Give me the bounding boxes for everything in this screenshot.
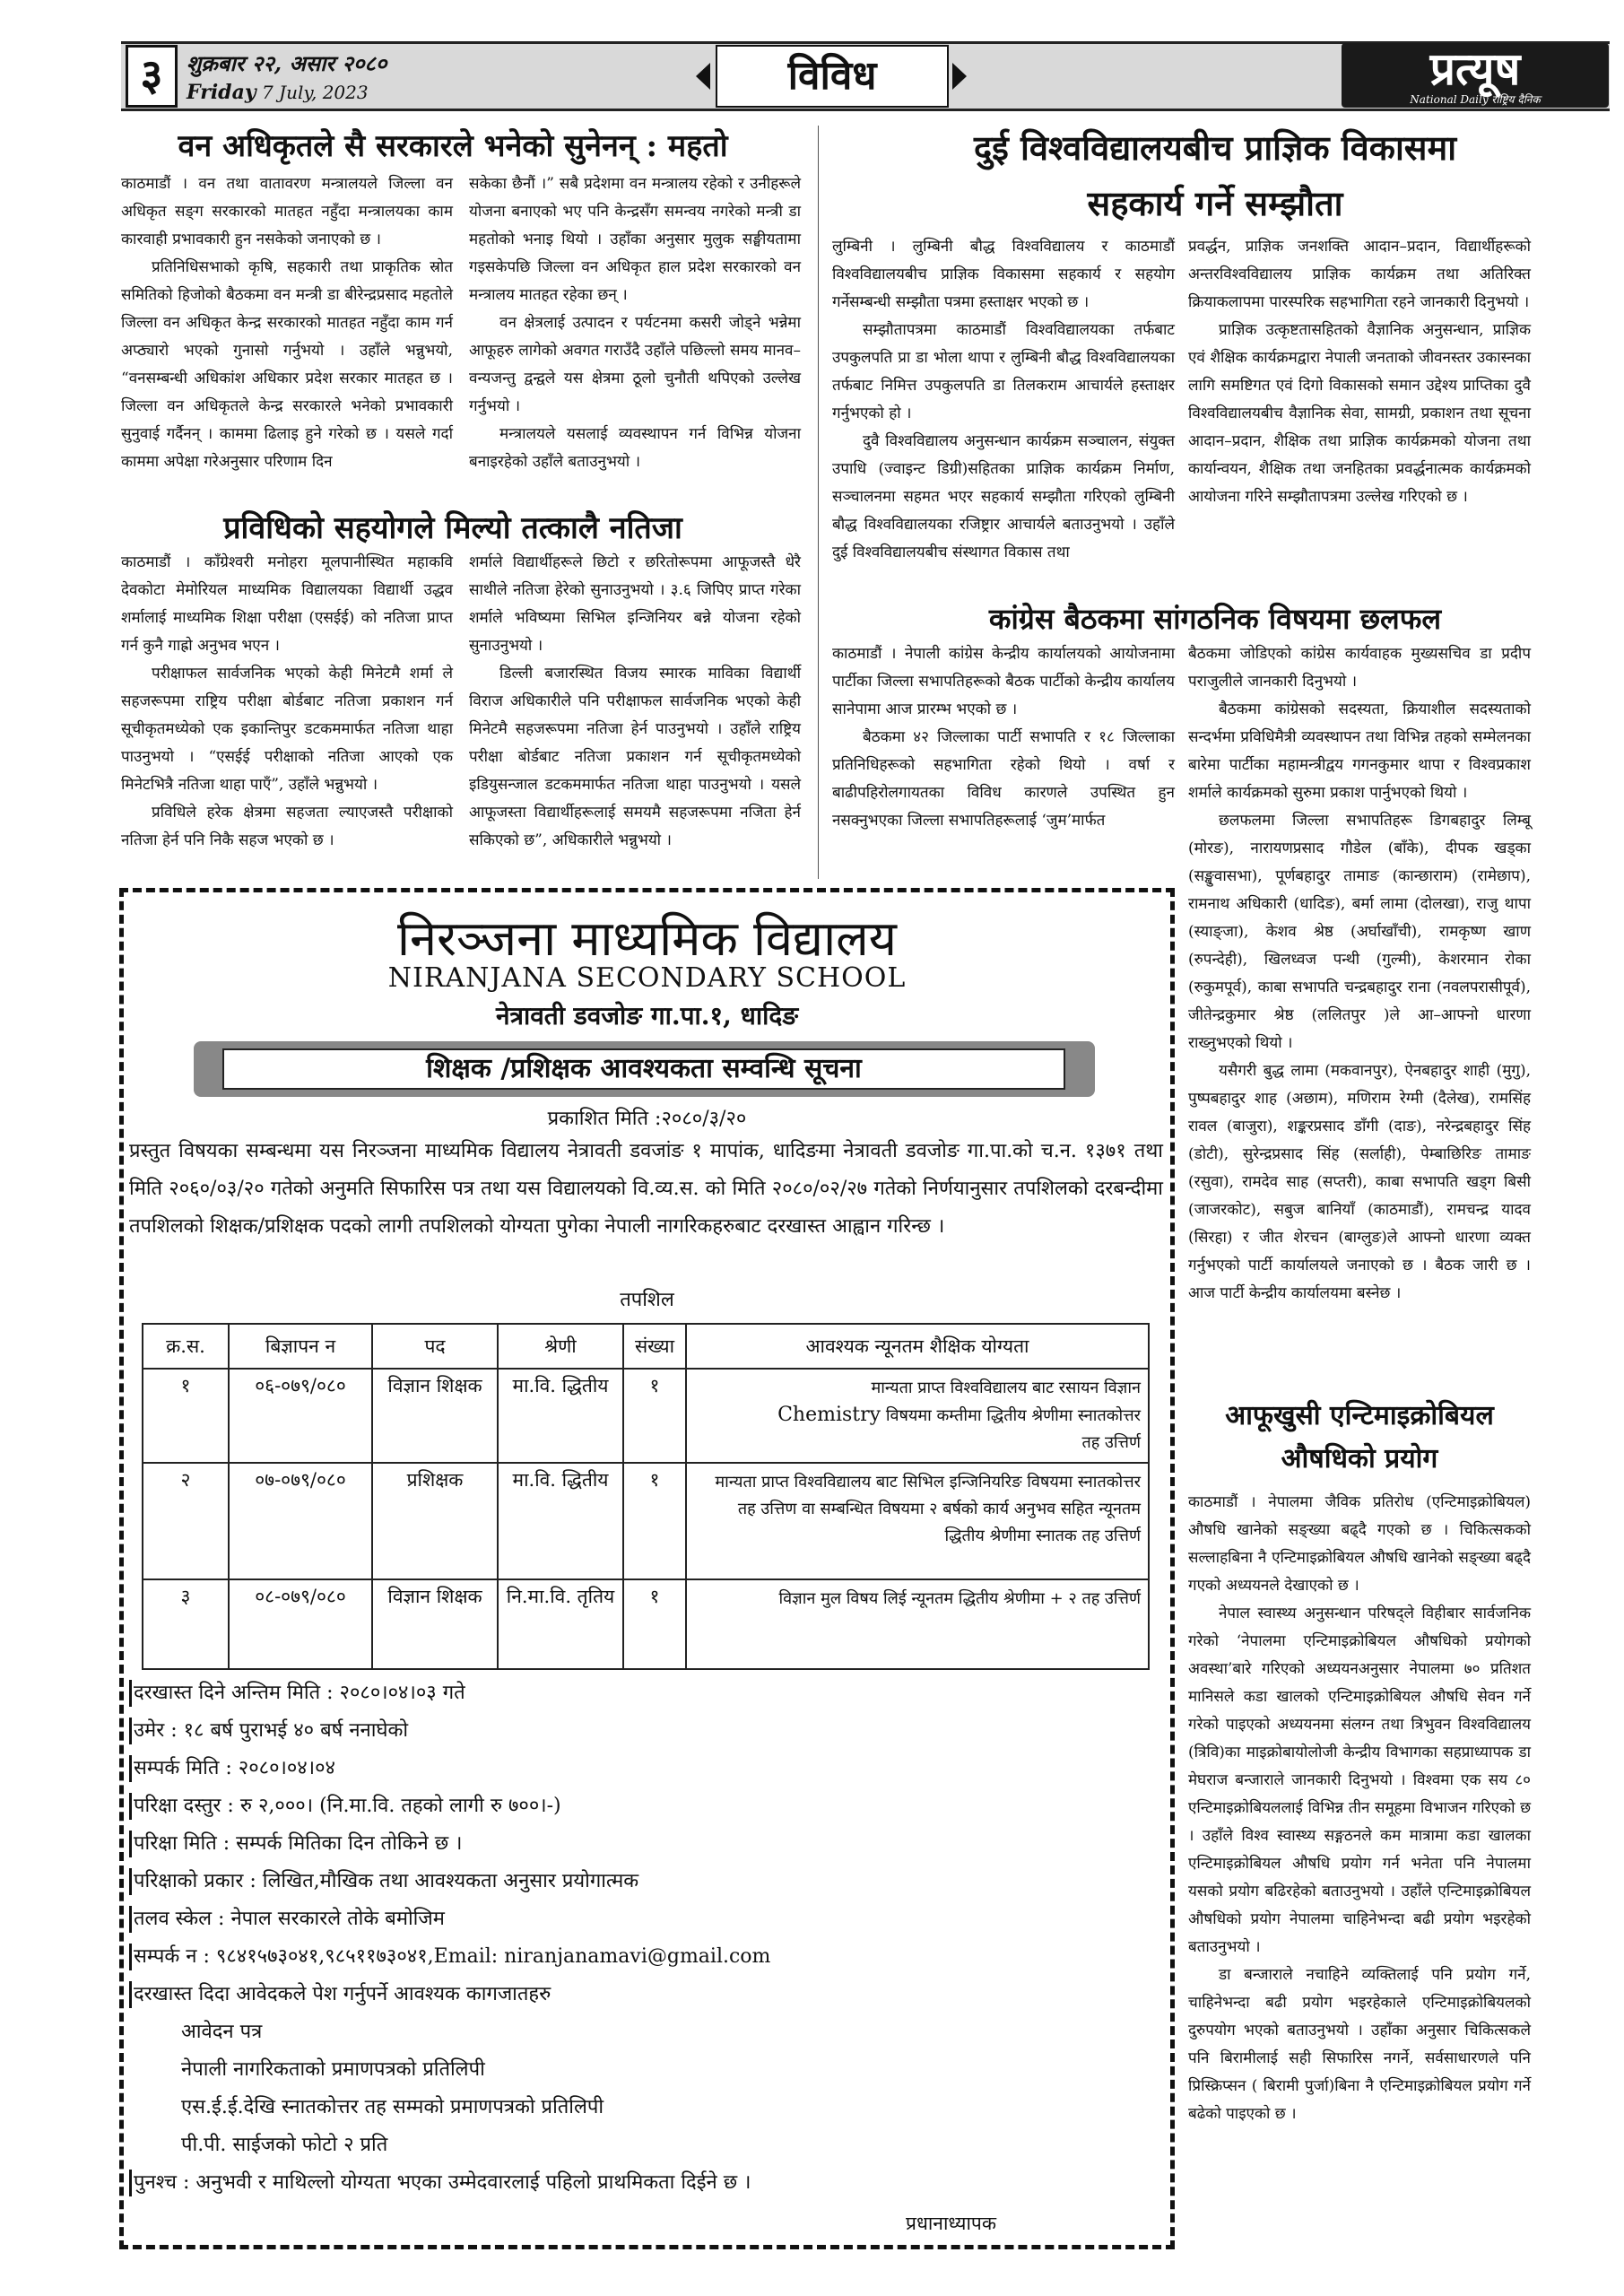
article4-para: बैठकमा ४२ जिल्लाका पार्टी सभापति र १८ जिल्लाका प्रतिनिधिहरूको सहभागिता रहेको थियो । वर्षा र बाढीपहिरोलगायतका विविध कारणले उपस्थित हुन नसक्नुभएका जिल्ला सभापतिहरूलाई ‘जुम’मार्फत xyxy=(832,728,1175,830)
article2-para: प्रविधिले हरेक क्षेत्रमा सहजता ल्याएजस्तै परीक्षाको नतिजा हेर्न पनि निकै सहज भएको छ । xyxy=(121,804,453,849)
article1-column2 xyxy=(469,170,801,476)
article2-para: शर्माले विद्यार्थीहरूले छिटो र छरितोरूपमा आफूजस्तै धेरै साथीले नतिजा हेरेको सुनाउनुभयो । ३.६ जिपिए प्राप्त गरेका शर्माले भविष्यमा सिभिल इन्जिनियर बन्ने योजना रहेको सुनाउनुभयो । xyxy=(469,553,801,655)
article5-column xyxy=(1188,1489,1531,2128)
qualification-subject: Chemistry xyxy=(777,1404,881,1426)
table-row xyxy=(143,1463,1149,1579)
bullet-bar-icon xyxy=(129,1680,132,1707)
article3-headline-line2: सहकार्य गर्ने सम्झौता xyxy=(1087,183,1343,223)
qualification-text: तह उत्तिर्ण xyxy=(1081,1433,1141,1452)
bullet-bar-icon xyxy=(129,1793,132,1820)
info-line: दरखास्त दिने अन्तिम मिति : २०८०।०४।०३ गते xyxy=(129,1674,1165,1712)
table-header: क्र.स. xyxy=(143,1324,229,1369)
date-english-value: 7 July, 2023 xyxy=(261,82,369,103)
school-name-english: NIRANJANA SECONDARY SCHOOL xyxy=(387,962,907,994)
article5-headline-line2: औषधिको प्रयोग xyxy=(1281,1443,1438,1474)
table-cell-level: नि.मा.वि. तृतिय xyxy=(498,1579,623,1669)
logo-tagline: National Daily राष्ट्रिय दैनिक xyxy=(1410,93,1541,106)
document-item: नेपाली नागरिकताको प्रमाणपत्रको प्रतिलिपी xyxy=(181,2058,485,2081)
newspaper-logo xyxy=(1342,43,1609,108)
table-header-row xyxy=(143,1324,1149,1369)
notice-title: शिक्षक /प्रशिक्षक आवश्यकता सम्वन्धि सूचना xyxy=(222,1048,1065,1090)
table-cell-qualification: विज्ञान मुल विषय लिई न्यूनतम द्धितीय श्रेणीमा + २ तह उत्तिर्ण xyxy=(686,1579,1149,1669)
footnote: पुनश्च : अनुभवी र माथिल्लो योग्यता भएका उम्मेदवारलाई पहिलो प्राथमिकता दिईने छ । xyxy=(134,2171,751,2194)
table-cell-post: विज्ञान शिक्षक xyxy=(372,1579,498,1669)
info-line: परिक्षाको प्रकार : लिखित,मौखिक तथा आवश्यकता अनुसार प्रयोगात्मक xyxy=(129,1863,1165,1900)
article5-headline-line1: आफूखुसी एन्टिमाइक्रोबियल xyxy=(1225,1400,1494,1431)
article4-para: बैठकमा कांग्रेसको सदस्यता, क्रियाशील सदस्यताको सन्दर्भमा प्रविधिमैत्री व्यवस्थापन तथा विभिन्न तहको सम्मेलनका बारेमा पार्टीका महामन्त्रीद्वय गगनकुमार थापा र विश्वप्रकाश शर्माले कार्यक्रमको सुरुमा प्रकाश पार्नुभएको थियो । xyxy=(1188,700,1531,802)
article2-para: परीक्षाफल सार्वजनिक भएको केही मिनेटमै शर्मा ले सहजरूपमा राष्ट्रिय परीक्षा बोर्डबाट नतिजा प्रकाशन गर्न सूचीकृतमध्येको एक इकान्तिपुर डटकममार्फत नतिजा थाहा पाउनुभयो । “एसईई परीक्षाको नतिजा आएको एक मिनेटभित्रै नतिजा थाहा पाएँ”, उहाँले भन्नुभयो । xyxy=(121,665,453,794)
article1-column1 xyxy=(121,170,453,476)
article2-para: डिल्ली बजारस्थित विजय स्मारक माविका विद्यार्थी विराज अधिकारीले पनि परीक्षाफल सार्वजनिक भएको केही मिनेटमै सहजरूपमा नतिजा हेर्न पाउनुभयो । उहाँले राष्ट्रिय परीक्षा बोर्डबाट नतिजा प्रकाशन गर्न सूचीकृतमध्येको इडियुसन्जाल डटकममार्फत नतिजा थाहा पाउनुभयो । यसले आफूजस्ता विद्यार्थीहरूलाई समयमै सहजरूपमा नजिता हेर्न सकिएको छ”, अधिकारीले भन्नुभयो । xyxy=(469,665,801,849)
article5-para: काठमाडौं । नेपालमा जैविक प्रतिरोध (एन्टिमाइक्रोबियल) औषधि खानेको सङ्ख्या बढ्दै गएको छ । चिकित्सकको सल्लाहबिना नै एन्टिमाइक्रोबियल औषधि खानेको सङ्ख्या बढ्दै गएको अध्ययनले देखाएको छ । xyxy=(1188,1493,1531,1595)
article3-headline-line1: दुई विश्वविद्यालयबीच प्राज्ञिक विकासमा xyxy=(973,127,1457,168)
article4-para: छलफलमा जिल्ला सभापतिहरू डिगबहादुर लिम्बू (मोरङ), नारायणप्रसाद गौडेल (बाँके), दीपक खड्का (सङ्खुवासभा), पूर्णबहादुर तामाङ (कान्छाराम) (रामेछाप), रामनाथ अधिकारी (धादिङ), बर्मा लामा (दोलखा), राजु थापा (स्याङ्जा), केशव श्रेष्ठ (अर्घाखाँची), रामकृष्ण खाण (रुपन्देही), खिलध्वज पन्थी (गुल्मी), केशरमान रोका (रुकुमपूर्व), काबा सभापति चन्द्रबहादुर राना (नवलपरासीपूर्व), जीतेन्द्रकुमार श्रेष्ठ (ललितपुर )ले आ–आफ्नो धारणा राख्नुभएको थियो । xyxy=(1188,812,1531,1052)
bullet-bar-icon xyxy=(129,1906,132,1933)
info-line: सम्पर्क मिति : २०८०।०४।०४ xyxy=(129,1750,1165,1787)
article4-column1 xyxy=(832,640,1175,835)
article1-para: प्रतिनिधिसभाको कृषि, सहकारी तथा प्राकृतिक स्रोत समितिको हिजोको बैठकमा वन मन्त्री डा बीरेन्द्रप्रसाद महतोले जिल्ला वन अधिकृत केन्द्र सरकारको मातहत नहुँदा काम गर्न अप्ठ्यारो भएको गुनासो गर्नुभयो । उहाँले भन्नुभयो, “वनसम्बन्धी अधिकांश अधिकार प्रदेश सरकार मातहत छ । जिल्ला वन अधिकृतले केन्द्र सरकारले भनेको प्रभावकारी सुनुवाई गर्दैनन् । काममा ढिलाइ हुने गरेको छ । यसले गर्दा काममा अपेक्षा गरेअनुसार परिणाम दिन xyxy=(121,258,453,471)
table-header: बिज्ञापन न xyxy=(229,1324,372,1369)
table-cell-qualification xyxy=(686,1369,1149,1463)
article1-para: काठमाडौं । वन तथा वातावरण मन्त्रालयले जिल्ला वन अधिकृत सङ्‍ग सरकारको मातहत नहुँदा मन्त्रालयका काम कारवाही प्रभावकारी हुन नसकेको जनाएको छ । xyxy=(121,175,453,248)
article4-headline: कांग्रेस बैठकमा सांगठनिक विषयमा छलफल xyxy=(988,602,1442,636)
info-line: परिक्षा दस्तुर : रु २,०००। (नि.मा.वि. तहको लागी रु ७००।-) xyxy=(129,1787,1165,1825)
bullet-bar-icon xyxy=(129,2170,132,2196)
school-advertisement xyxy=(119,888,1175,2249)
arrow-right-icon xyxy=(952,63,967,90)
table-header: श्रेणी xyxy=(498,1324,623,1369)
school-address: नेत्रावती डवजोङ गा.पा.१, धादिङ xyxy=(495,1001,799,1031)
table-cell-count: १ xyxy=(623,1369,686,1463)
day-english: Friday xyxy=(187,81,256,104)
column-divider xyxy=(818,126,819,879)
document-item: आवेदन पत्र xyxy=(181,2021,263,2043)
article4-para: काठमाडौं । नेपाली कांग्रेस केन्द्रीय कार्यालयको आयोजनामा पार्टीका जिल्ला सभापतिहरूको बैठक पार्टीको केन्द्रीय कार्यालय सानेपामा आज प्रारम्भ भएको छ । xyxy=(832,645,1175,718)
article4-column2 xyxy=(1188,640,1531,1308)
table-cell-sn: ३ xyxy=(143,1579,229,1669)
table-cell-adno: ०६-०७९/०८० xyxy=(229,1369,372,1463)
table-cell-level: मा.वि. द्धितीय xyxy=(498,1463,623,1579)
info-line: तलव स्केल : नेपाल सरकारले तोके बमोजिम xyxy=(129,1900,1165,1938)
table-cell-post: विज्ञान शिक्षक xyxy=(372,1369,498,1463)
document-item: पी.पी. साईजको फोटो २ प्रति xyxy=(181,2134,388,2156)
section-title: विविध xyxy=(716,45,949,108)
article3-para: प्राज्ञिक उत्कृष्टतासहितको वैज्ञानिक अनुसन्धान, प्राज्ञिक एवं शैक्षिक कार्यक्रमद्वारा नेपाली जनताको जीवनस्तर उकास्नका लागि समष्टिगत एवं दिगो विकासको समान उद्देश्य प्राप्तिका दुवै विश्वविद्यालयबीच वैज्ञानिक सेवा, सामग्री, प्रकाशन तथा सूचना आदान–प्रदान, शैक्षिक तथा प्राज्ञिक कार्यक्रमको योजना तथा कार्यान्वयन, शैक्षिक तथा जनहितका प्रवर्द्धनात्मक कार्यक्रमको आयोजना गरिने सम्झौतापत्रमा उल्लेख गरिएको छ । xyxy=(1188,321,1531,506)
table-cell-count: १ xyxy=(623,1579,686,1669)
bullet-bar-icon xyxy=(129,1718,132,1744)
info-line: दरखास्त दिदा आवेदकले पेश गर्नुपर्ने आवश्यक कागजातहरु xyxy=(129,1976,1165,2013)
info-line: सम्पर्क न : ९८४१५७३०४१,९८५११७३०४१,Email: niranjanamavi@gmail.com xyxy=(129,1938,1165,1976)
article5-para: डा बन्जाराले नचाहिने व्यक्तिलाई पनि प्रयोग गर्ने, चाहिनेभन्दा बढी प्रयोग भइरहेकाले एन्टिमाइक्रोबियलको दुरुपयोग भएको बताउनुभयो । उहाँका अनुसार चिकित्सकले पनि बिरामीलाई सही सिफारिस नगर्ने, सर्वसाधारणले पनि प्रिस्क्रिप्सन ( बिरामी पुर्जा)बिना नै एन्टिमाइक्रोबियल प्रयोग गर्ने बढेको पाइएको छ । xyxy=(1188,1966,1531,2123)
article3-column1 xyxy=(832,233,1175,567)
footnote-line xyxy=(129,2164,1165,2202)
table-header: आवश्यक न्यूनतम शैक्षिक योग्यता xyxy=(686,1324,1149,1369)
table-cell-adno: ०८-०७९/०८० xyxy=(229,1579,372,1669)
table-cell-sn: २ xyxy=(143,1463,229,1579)
bullet-bar-icon xyxy=(129,1981,132,2008)
bullet-bar-icon xyxy=(129,1831,132,1857)
table-cell-level: मा.वि. द्धितीय xyxy=(498,1369,623,1463)
bullet-bar-icon xyxy=(129,1755,132,1782)
table-cell-qualification: मान्यता प्राप्त विश्वविद्यालय बाट सिभिल इन्जिनियरिङ विषयमा स्नातकोत्तर तह उत्तिण वा सम्बन्धित विषयमा २ बर्षको कार्य अनुभव सहित न्यूनतम द्धितीय श्रेणीमा स्नातक तह उत्तिर्ण xyxy=(686,1463,1149,1579)
date-english xyxy=(187,81,369,104)
application-details xyxy=(129,1674,1165,2202)
article2-column1 xyxy=(121,549,453,855)
table-row xyxy=(143,1579,1149,1669)
logo-text: प्रत्यूष xyxy=(1429,42,1521,95)
table-header: पद xyxy=(372,1324,498,1369)
bullet-bar-icon xyxy=(129,1868,132,1895)
article2-para: काठमाडौं । काँग्रेश्वरी मनोहरा मूलपानीस्थित महाकवि देवकोटा मेमोरियल माध्यमिक विद्यालयका विद्यार्थी उद्धव शर्मालाई माध्यमिक शिक्षा परीक्षा (एसईई) को नतिजा प्राप्त गर्न कुनै गाह्रो अनुभव भएन । xyxy=(121,553,453,655)
qualification-text: विषयमा कम्तीमा द्धितीय श्रेणीमा स्नातकोत्तर xyxy=(881,1406,1141,1425)
info-line: उमेर : १८ बर्ष पुराभई ४० बर्ष ननाघेको xyxy=(129,1712,1165,1750)
school-name-nepali: निरञ्जना माध्यमिक विद्यालय xyxy=(397,910,897,967)
qualification-text: मान्यता प्राप्त विश्वविद्यालय बाट रसायन विज्ञान xyxy=(871,1378,1141,1397)
table-row xyxy=(143,1369,1149,1463)
article1-headline: वन अधिकृतले सै सरकारले भनेको सुनेनन् : महतो xyxy=(178,128,728,164)
info-line: परिक्षा मिति : सम्पर्क मितिका दिन तोकिने छ । xyxy=(129,1825,1165,1863)
article1-para: मन्त्रालयले यसलाई व्यवस्थापन गर्न विभिन्न योजना बनाइरहेको उहाँले बताउनुभयो । xyxy=(469,425,801,471)
table-cell-sn: १ xyxy=(143,1369,229,1463)
table-header: संख्या xyxy=(623,1324,686,1369)
signature-title: प्रधानाध्यापक xyxy=(906,2213,996,2234)
article4-para: बैठकमा जोडिएको कांग्रेस कार्यवाहक मुख्यसचिव डा प्रदीप पराजुलीले जानकारी दिनुभयो । xyxy=(1188,645,1531,691)
article4-para: यसैगरी बुद्ध लामा (मकवानपुर), ऐनबहादुर शाही (मुगु), पुष्पबहादुर शाह (अछाम), मणिराम रेग्मी (दैलेख), रामसिंह रावल (बाजुरा), शङ्करप्रसाद डाँगी (दाङ), नरेन्द्रबहादुर सिंह (डोटी), सुरेन्द्रप्रसाद सिंह (सर्लाही), पेम्बाछिरिङ तामाङ (रसुवा), रामदेव साह (सप्तरी), काबा सभापति खड्ग बिसी (जाजरकोट), सबुज बानियाँ (काठमाडौं), रामचन्द्र यादव (सिरहा) र जीत शेरचन (बाग्लुङ)ले आफ्नो धारणा व्यक्त गर्नुभएको पार्टी कार्यालयले जनाएको छ । बैठक जारी छ । आज पार्टी केन्द्रीय कार्यालयमा बस्नेछ । xyxy=(1188,1062,1531,1302)
article3-para: लुम्बिनी । लुम्बिनी बौद्ध विश्वविद्यालय र काठमाडौं विश्वविद्यालयबीच प्राज्ञिक विकासमा सहकार्य र सहयोग गर्नेसम्बन्धी सम्झौता पत्रमा हस्ताक्षर भएको छ । xyxy=(832,238,1175,311)
article2-headline: प्रविधिको सहयोगले मिल्यो तत्कालै नतिजा xyxy=(223,510,682,546)
article3-para: सम्झौतापत्रमा काठमाडौं विश्वविद्यालयका तर्फबाट उपकुलपति प्रा डा भोला थापा र लुम्बिनी बौद्ध विश्वविद्यालयका तर्फबाट निमित्त उपकुलपति डा तिलकराम आचार्यले हस्ताक्षर गर्नुभएको हो । xyxy=(832,321,1175,422)
arrow-left-icon xyxy=(696,63,710,90)
publish-date: प्रकाशित मिति :२०८०/३/२० xyxy=(547,1108,747,1130)
article3-column2 xyxy=(1188,233,1531,511)
article2-column2 xyxy=(469,549,801,855)
page-number: ३ xyxy=(126,45,178,108)
date-nepali: शुक्रबार २२, असार २०८० xyxy=(187,50,387,76)
article1-para: सकेका छैनौं ।” सबै प्रदेशमा वन मन्त्रालय रहेको र उनीहरूले योजना बनाएको भए पनि केन्द्रसँग समन्वय नगरेको मन्त्री डा महतोको भनाइ थियो । उहाँका अनुसार मुलुक सङ्घीयतामा गइसकेपछि जिल्ला वन अधिकृत हाल प्रदेश सरकारको वन मन्त्रालय मातहत रहेका छन् । xyxy=(469,175,801,304)
vacancy-table xyxy=(142,1323,1150,1670)
notice-body: प्रस्तुत विषयका सम्बन्धमा यस निरञ्जना माध्यमिक विद्यालय नेत्रावती डवजांङ १ मापांक, धादिङमा नेत्रावती डवजोङ गा.पा.को च.न. १३७१ तथा मिति २०६०/०३/२० गतेको अनुमति सिफारिस पत्र तथा यस विद्यालयको वि.व्य.स. को मिति २०८०/०२/२७ गतेको निर्णयानुसार तपशिलको दरबन्दीमा तपशिलको शिक्षक/प्रशिक्षक पदको लागी तपशिलको योग्यता पुगेका नेपाली नागरिकहरुबाट दरखास्त आह्वान गरिन्छ । xyxy=(129,1140,1163,1238)
tapsil-label: तपशिल xyxy=(620,1289,674,1311)
bullet-bar-icon xyxy=(129,1944,132,1970)
article1-para: वन क्षेत्रलाई उत्पादन र पर्यटनमा कसरी जोड्ने भन्नेमा आफूहरु लागेको अवगत गराउँदै उहाँले पछिल्लो समय मानव–वन्यजन्तु द्वन्द्वले यस क्षेत्रमा ठूलो चुनौती थपिएको उल्लेख गर्नुभयो । xyxy=(469,314,801,415)
table-cell-post: प्रशिक्षक xyxy=(372,1463,498,1579)
document-item: एस.ई.ई.देखि स्नातकोत्तर तह सम्मको प्रमाणपत्रको प्रतिलिपी xyxy=(181,2096,604,2118)
article3-para: प्रवर्द्धन, प्राज्ञिक जनशक्ति आदान–प्रदान, विद्यार्थीहरूको अन्तरविश्वविद्यालय प्राज्ञिक कार्यक्रम तथा अतिरिक्त क्रियाकलापमा पारस्परिक सहभागिता रहने जानकारी दिनुभयो । xyxy=(1188,238,1531,311)
article5-para: नेपाल स्वास्थ्य अनुसन्धान परिषद्ले विहीबार सार्वजनिक गरेको ‘नेपालमा एन्टिमाइक्रोबियल औषधिको प्रयोगको अवस्था’बारे गरिएको अध्ययनअनुसार नेपालमा ७० प्रतिशत मानिसले कडा खालको एन्टिमाइक्रोबियल औषधि सेवन गर्ने गरेको पाइएको अध्ययनमा संलग्न तथा त्रिभुवन विश्वविद्यालय (त्रिवि)का माइक्रोबायोलोजी केन्द्रीय विभागका सहप्राध्यापक डा मेघराज बन्जाराले जानकारी दिनुभयो । विश्वमा एक सय ८० एन्टिमाइक्रोबियललाई विभिन्न तीन समूहमा विभाजन गरिएको छ । उहाँले विश्व स्वास्थ्य सङ्गठनले कम मात्रामा कडा खालका एन्टिमाइक्रोबियल औषधि प्रयोग गर्न भनेता पनि नेपालमा यसको प्रयोग बढिरहेको बताउनुभयो । उहाँले एन्टिमाइक्रोबियल औषधिको प्रयोग नेपालमा चाहिनेभन्दा बढी प्रयोग भइरहेको बताउनुभयो । xyxy=(1188,1605,1531,1956)
table-cell-count: १ xyxy=(623,1463,686,1579)
table-cell-adno: ०७-०७९/०८० xyxy=(229,1463,372,1579)
article3-para: दुवै विश्वविद्यालय अनुसन्धान कार्यक्रम सञ्चालन, संयुक्त उपाधि (ज्वाइन्ट डिग्री)सहितका प्राज्ञिक कार्यक्रम निर्माण, सञ्चालनमा सहमत भएर सहकार्य सम्झौता गरिएको लुम्बिनी बौद्ध विश्वविद्यालयका रजिष्ट्रार आचार्यले बताउनुभयो । उहाँले दुई विश्वविद्यालयबीच संस्थागत विकास तथा xyxy=(832,432,1175,561)
